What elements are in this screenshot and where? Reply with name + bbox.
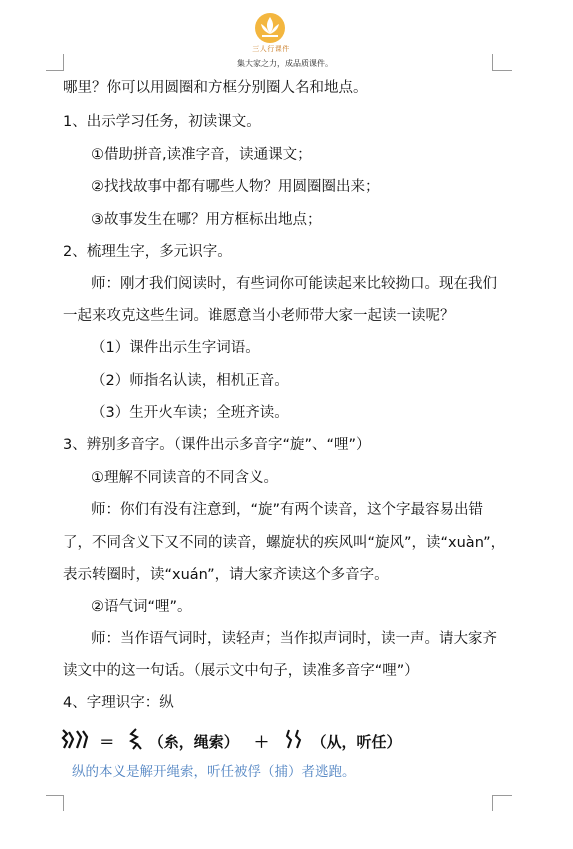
etymology-note: 纵的本义是解开绳索，听任被俘（捕）者逃跑。 — [72, 764, 356, 780]
text-line-4: ②找找故事中都有哪些人物？用圆圈圈出来； — [91, 179, 380, 195]
ancient-cong-glyph-icon — [284, 728, 306, 754]
etymology-part-2: （从，听任） — [311, 732, 402, 751]
text-line-9: （1）课件出示生字词语。 — [91, 340, 260, 356]
text-line-2: 1、出示学习任务，初读课文。 — [63, 114, 261, 130]
text-line-17: ②语气词“哩”。 — [91, 599, 192, 615]
ancient-si-glyph-icon — [127, 728, 143, 754]
text-line-3: ①借助拼音,读准字音，读通课文； — [91, 147, 312, 163]
crop-mark-bottom-left-h — [46, 795, 64, 796]
equals-sign: ＝ — [99, 732, 115, 751]
text-line-6: 2、梳理生字，多元识字。 — [63, 244, 232, 260]
text-line-8: 一起来攻克这些生词。谁愿意当小老师带大家一起读一读呢？ — [63, 308, 455, 324]
text-line-5: ③故事发生在哪？用方框标出地点； — [91, 212, 322, 228]
header-slogan: 集大家之力，成品质课件。 — [237, 59, 333, 68]
text-line-10: （2）师指名认读，相机正音。 — [91, 373, 289, 389]
text-line-19: 读文中的这一句话。（展示文中句子，读准多音字“哩”） — [63, 663, 419, 679]
logo-text: 三人行课件 — [252, 45, 290, 53]
ancient-zong-glyph-icon — [60, 728, 90, 754]
text-line-13: ①理解不同读音的不同含义。 — [91, 470, 278, 486]
crop-mark-top-right-h — [492, 70, 512, 71]
crop-mark-top-right-v — [492, 54, 493, 71]
text-line-15: 了，不同含义下又不同的读音，螺旋状的疾风叫“旋风”，读“xuàn”， — [63, 535, 506, 551]
crop-mark-top-left-h — [46, 70, 64, 71]
etymology-formula — [60, 728, 401, 754]
logo-icon — [253, 12, 287, 44]
text-line-12: 3、辨别多音字。（课件出示多音字“旋”、“哩”） — [63, 437, 371, 453]
crop-mark-bottom-right-v — [492, 795, 493, 811]
plus-sign: ＋ — [253, 732, 269, 751]
crop-mark-top-left-v — [63, 54, 64, 71]
etymology-part-1: （糸，绳索） — [148, 732, 239, 751]
text-line-20: 4、字理识字：纵 — [63, 695, 174, 711]
text-line-1: 哪里？你可以用圆圈和方框分别圈人名和地点。 — [63, 80, 368, 96]
text-line-18: 师：当作语气词时，读轻声；当作拟声词时，读一声。请大家齐 — [91, 631, 497, 647]
crop-mark-bottom-right-h — [492, 795, 512, 796]
crop-mark-bottom-left-v — [63, 795, 64, 811]
text-line-11: （3）生开火车读；全班齐读。 — [91, 405, 289, 421]
text-line-14: 师：你们有没有注意到，“旋”有两个读音，这个字最容易出错 — [91, 502, 484, 518]
text-line-7: 师：刚才我们阅读时，有些词你可能读起来比较拗口。现在我们 — [91, 276, 497, 292]
text-line-16: 表示转圈时，读“xuán”，请大家齐读这个多音字。 — [63, 567, 389, 583]
